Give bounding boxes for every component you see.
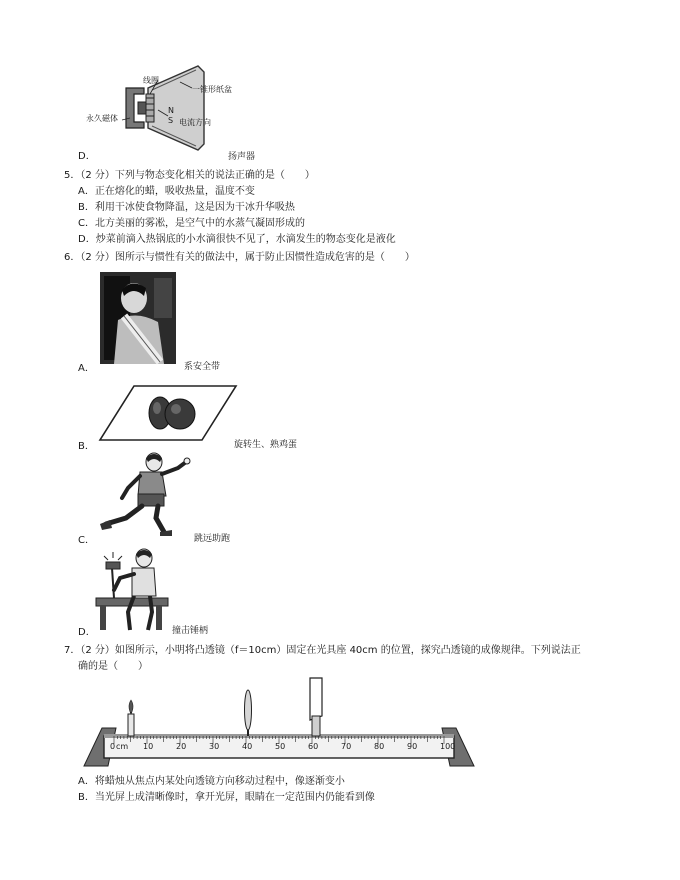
seatbelt-photo-icon bbox=[100, 272, 176, 364]
q6-option-a-letter: A． bbox=[78, 363, 95, 374]
bench-scale bbox=[110, 742, 456, 754]
q4-option-d-letter: D． bbox=[78, 151, 96, 162]
optical-bench-diagram bbox=[84, 676, 474, 772]
q6-stem: 6．（2 分）图所示与惯性有关的做法中，属于防止因惯性造成危害的是（ ） bbox=[64, 252, 415, 263]
q7-stem-line1: 7．（2 分）如图所示，小明将凸透镜（f＝10cm）固定在光具座 40cm 的位置，探究凸透镜的成像规律。下列说法正 bbox=[64, 645, 581, 656]
q7-option-b: B．当光屏上成清晰像时，拿开光屏，眼睛在一定范围内仍能看到像 bbox=[78, 792, 375, 803]
bench-tick-label: 70 bbox=[341, 742, 352, 751]
q6-option-c-letter: C． bbox=[78, 535, 95, 546]
runner-drawing-icon bbox=[98, 452, 194, 538]
bench-tick-label: 80 bbox=[374, 742, 385, 751]
hammer-drawing-icon bbox=[92, 546, 172, 632]
eggs-diagram-icon bbox=[98, 384, 238, 442]
q6-option-b-letter: B． bbox=[78, 441, 95, 452]
q5-option-c: C．北方美丽的雾凇，是空气中的水蒸气凝固形成的 bbox=[78, 218, 305, 229]
cone-label: 一锥形纸盆 bbox=[192, 85, 232, 94]
q5-stem: 5．（2 分）下列与物态变化相关的说法正确的是（ ） bbox=[64, 170, 315, 181]
q4-option-d-caption: 扬声器 bbox=[228, 152, 256, 162]
q6-option-b-caption: 旋转生、熟鸡蛋 bbox=[234, 440, 298, 450]
bench-tick-label: 90 bbox=[407, 742, 418, 751]
q7-stem-line2: 确的是（ ） bbox=[78, 661, 148, 672]
q6-option-c-caption: 跳远助跑 bbox=[194, 534, 231, 544]
q6-option-d-letter: D． bbox=[78, 627, 96, 638]
bench-tick-label: 60 bbox=[308, 742, 319, 751]
bench-tick-label: 50 bbox=[275, 742, 286, 751]
magnet-label: 永久磁体 bbox=[86, 114, 118, 123]
n-label: N bbox=[168, 106, 174, 115]
q6-option-a-caption: 系安全带 bbox=[184, 362, 221, 372]
current-direction-label: 电流方向 bbox=[179, 118, 211, 127]
bench-unit: cm bbox=[116, 742, 129, 751]
q7-option-a: A．将蜡烛从焦点内某处向透镜方向移动过程中，像逐渐变小 bbox=[78, 776, 345, 787]
bench-tick-label: 30 bbox=[209, 742, 220, 751]
coil-label: 线圈 bbox=[143, 76, 159, 85]
bench-tick-label: 100 bbox=[440, 742, 456, 751]
q5-option-a: A．正在熔化的蜡，吸收热量，温度不变 bbox=[78, 186, 255, 197]
bench-tick-label: 20 bbox=[176, 742, 187, 751]
bench-tick-label: 0 bbox=[110, 742, 116, 751]
bench-tick-label: 10 bbox=[143, 742, 154, 751]
bench-tick-label: 40 bbox=[242, 742, 253, 751]
speaker-diagram bbox=[100, 58, 260, 158]
q6-option-d-caption: 撞击锤柄 bbox=[172, 626, 209, 636]
q5-option-b: B．利用干冰使食物降温，这是因为干冰升华吸热 bbox=[78, 202, 295, 213]
s-label: S bbox=[168, 116, 174, 125]
q5-option-d: D．炒菜前滴入热锅底的小水滴很快不见了，水滴发生的物态变化是液化 bbox=[78, 234, 396, 245]
